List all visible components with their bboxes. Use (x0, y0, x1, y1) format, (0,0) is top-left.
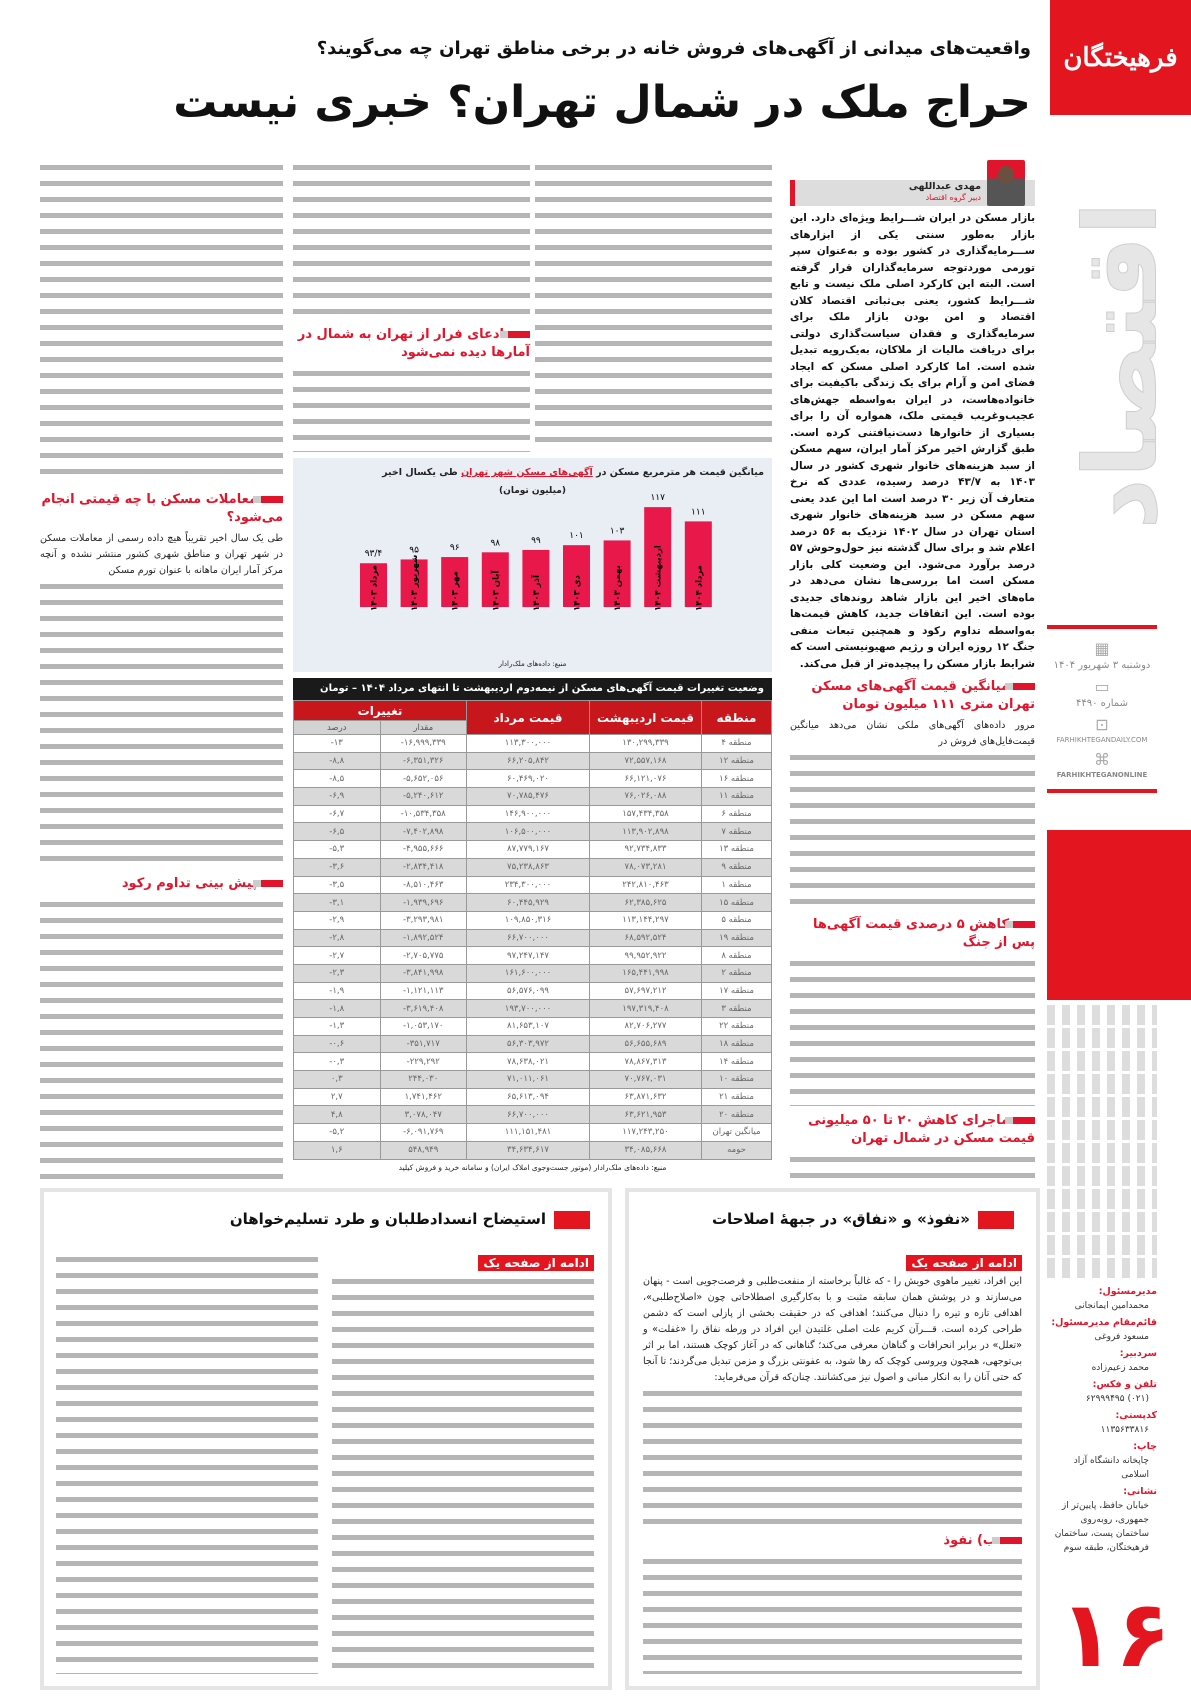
body-text-lines (40, 160, 283, 485)
bar-value-label: ۹۶ (449, 543, 460, 554)
staff-label: سردبیر: (1119, 1348, 1157, 1359)
bar-value-label: ۱۱۱ (691, 507, 706, 518)
newspaper-logo (1050, 0, 1191, 115)
cell-region: منطقه ۲۱ (702, 1088, 772, 1106)
issue-info (1047, 625, 1157, 793)
table-row (294, 788, 772, 806)
table-row (294, 1124, 772, 1142)
cell-region: منطقه ۳ (702, 1000, 772, 1018)
header-mordad: قیمت مرداد (467, 701, 590, 735)
staff-value: چاپخانه دانشگاه آزاد اسلامی (1073, 1456, 1149, 1480)
subhead-text: ادعای فرار از تهران به شمال در آمارها دیده نمی‌شود (297, 327, 530, 360)
bar-value-label: ۱۱۷ (650, 493, 665, 504)
cell-percent: -۶,۵ (294, 823, 381, 841)
category-label: مرداد ۱۴۰۳ (369, 565, 380, 611)
website-icon: ⊡ (1095, 715, 1109, 734)
table-row (294, 894, 772, 912)
table-row (294, 1071, 772, 1089)
cell-amount: ۵۴۸,۹۴۹ (380, 1141, 467, 1159)
cell-ordibehesht: ۶۳,۸۷۱,۶۳۲ (590, 1088, 702, 1106)
title-marker (978, 1211, 1014, 1229)
section-label (1050, 120, 1191, 610)
cell-mordad: ۶۰,۴۴۵,۹۲۹ (467, 894, 590, 912)
subhead-avg-price (790, 678, 1035, 714)
cell-region: منطقه ۱۴ (702, 1053, 772, 1071)
header-region: منطقه (702, 701, 772, 735)
category-label: مهر ۱۴۰۳ (450, 571, 461, 611)
cell-ordibehesht: ۷۲,۵۵۷,۱۶۸ (590, 752, 702, 770)
cell-percent: ۱,۶ (294, 1141, 381, 1159)
author-name: مهدی عبداللهی (908, 181, 981, 192)
cell-percent: -۵,۳ (294, 841, 381, 859)
category-label: آبان ۱۴۰۳ (491, 570, 502, 611)
cell-ordibehesht: ۱۱۷,۲۴۳,۲۵۰ (590, 1124, 702, 1142)
box-title-text: استیضاح انسدادطلبان و طرد تسلیم‌خواهان (229, 1210, 546, 1228)
header-ordibehesht: قیمت اردیبهشت (590, 701, 702, 735)
table-row (294, 1000, 772, 1018)
author-photo (987, 160, 1025, 206)
body-text-lines (643, 1554, 1022, 1674)
table-row (294, 876, 772, 894)
cell-ordibehesht: ۱۱۳,۹۰۲,۸۹۸ (590, 823, 702, 841)
body-text-lines (790, 956, 1035, 1106)
cell-amount: -۳,۲۹۳,۹۸۱ (380, 911, 467, 929)
cell-amount: -۶,۳۵۱,۳۲۶ (380, 752, 467, 770)
cell-amount: -۱۰,۵۳۴,۳۵۸ (380, 805, 467, 823)
cell-percent: -۲,۳ (294, 964, 381, 982)
cell-amount: -۲,۷۰۵,۷۷۵ (380, 947, 467, 965)
cell-percent: -۰,۶ (294, 1035, 381, 1053)
cell-ordibehesht: ۶۸,۵۹۲,۵۲۴ (590, 929, 702, 947)
subhead-text: ب) نفوذ (943, 1533, 996, 1548)
cell-percent: -۲,۹ (294, 911, 381, 929)
cell-amount: ۳,۰۷۸,۰۴۷ (380, 1106, 467, 1124)
cell-region: حومه (702, 1141, 772, 1159)
social-handle[interactable]: FARHIKHTEGANONLINE (1056, 771, 1148, 779)
article-lead: بازار مسکن در ایران شـــرایط ویژه‌ای دارد. این بازار به‌طور سنتی یکی از ابزارهای ســـرمایه‌گذاری در کشور بوده و به‌عنوان سپر تورمی موردتوجه سرمایه‌گذاران قرار گرفته است. البته این کارکرد اصلی ملک نیست و تابع شـــرایط کشور، یعنی بی‌ثباتی اقتصاد کلان اقتصاد و امن بودن بازار ملک برای سرمایه‌گذاری و فقدان سیاست‌گذاری دولتی برای دریافت مالیات از ملاکان، به‌یک‌رویه تبدیل شده است. اما کارکرد اصلی مسکن که ایجاد فضای امن و آرام برای یک زندگی باکیفیت برای خانواده‌هاست، در ایران به‌واسطه جهش‌های عجیب‌وغریب قیمتی ملک، همواره آن را برای بسیاری از خانوارها دست‌نیافتنی کرده است. طبق گزارش اخیر مرکز آمار ایران، سهم مسکن از سبد هزینه‌های خانوار شهری کشور در سال ۱۴۰۳ به ۴۳/۷ درصد رسیده، عددی که نرخ متعارف آن زیر ۳۰ درصد است اما این عدد یعنی سهم مسکن در سبد هزینه‌های خانوار شهری استان تهران در سال ۱۴۰۲ نزدیک به ۵۶ درصد اعلام شد و برای سال گذشته نیز حول‌وحوش ۵۷ درصد برآورد می‌شود. این وضعیت کلی بازار مسکن است اما بررسی‌ها نشان می‌دهد در ماه‌های اخیر این بازار شاهد روندهای جدیدی بوده است. این اتفاقات جدید، کاهش قیمت‌ها به‌واسطه تداوم رکود و همچنین تبعات منفی جنگ ۱۲ روزه ایران و رژیم صهیونیستی است که شرایط بازار مسکن را پیچیده‌تر از قبل می‌کند. (790, 212, 1035, 670)
cell-percent: -۸,۵ (294, 770, 381, 788)
subhead-north-drop (790, 1112, 1035, 1148)
table-row (294, 982, 772, 1000)
cell-ordibehesht: ۲۴۲,۸۱۰,۴۶۳ (590, 876, 702, 894)
subhead-transactions (40, 491, 283, 527)
cell-percent: ۲,۷ (294, 1088, 381, 1106)
decorative-red-block (1047, 830, 1191, 1000)
subhead-nofooz (643, 1532, 1022, 1550)
continued-label: ادامه از صفحه یک (478, 1255, 594, 1271)
staff-label: نشانی: (1123, 1486, 1157, 1497)
bar-value-label: ۱۰۱ (569, 531, 584, 542)
cell-ordibehesht: ۱۵۷,۴۳۴,۳۵۸ (590, 805, 702, 823)
cell-amount: -۷,۴۰۲,۸۹۸ (380, 823, 467, 841)
cell-amount: -۱,۱۲۱,۱۱۳ (380, 982, 467, 1000)
cell-region: منطقه ۲۲ (702, 1018, 772, 1036)
cell-mordad: ۶۶,۷۰۰,۰۰۰ (467, 1106, 590, 1124)
cell-percent: -۱,۸ (294, 1000, 381, 1018)
staff-value: محمدامین ایمانجانی (1074, 1301, 1149, 1311)
bar-value-label: ۹۸ (490, 538, 501, 549)
bar-value-label: ۹۵ (409, 545, 419, 556)
subhead-text: کاهش ۵ درصدی قیمت آگهی‌ها پس از جنگ (813, 917, 1035, 950)
cell-percent: -۵,۲ (294, 1124, 381, 1142)
cell-mordad: ۷۱,۰۱۱,۰۶۱ (467, 1071, 590, 1089)
cell-region: منطقه ۱۱ (702, 788, 772, 806)
cell-mordad: ۵۶,۳۰۳,۹۷۲ (467, 1035, 590, 1053)
cell-region: منطقه ۶ (702, 805, 772, 823)
cell-amount: -۳,۸۴۱,۹۹۸ (380, 964, 467, 982)
cell-region: منطقه ۲۰ (702, 1106, 772, 1124)
subhead-marker (1013, 1117, 1035, 1124)
body-text-lines (293, 366, 530, 452)
cell-region: میانگین تهران (702, 1124, 772, 1142)
issue-number-icon: ▭ (1094, 677, 1110, 696)
subhead-text: ماجرای کاهش ۲۰ تا ۵۰ میلیونی قیمت مسکن در شمال تهران (808, 1113, 1035, 1146)
logo-text: فرهیختگان (1063, 42, 1178, 73)
cell-ordibehesht: ۸۲,۷۰۶,۲۷۷ (590, 1018, 702, 1036)
table-row (294, 770, 772, 788)
body-text-lines (293, 160, 530, 320)
cell-ordibehesht: ۷۰,۷۶۷,۰۳۱ (590, 1071, 702, 1089)
title-marker (554, 1211, 590, 1229)
table-row (294, 1088, 772, 1106)
staff-value: خیابان حافظ، پایین‌تر از جمهوری، روبه‌روی ساختمان پست، ساختمان فرهیختگان، طبقه سوم (1054, 1501, 1149, 1553)
table-row (294, 1035, 772, 1053)
table-row (294, 1053, 772, 1071)
cell-ordibehesht: ۹۲,۷۳۴,۸۳۳ (590, 841, 702, 859)
cell-region: منطقه ۱۸ (702, 1035, 772, 1053)
cell-region: منطقه ۹ (702, 858, 772, 876)
cell-region: منطقه ۷ (702, 823, 772, 841)
subhead-marker (261, 880, 283, 887)
staff-label: چاپ: (1133, 1441, 1157, 1452)
header-amount: مقدار (380, 721, 467, 735)
subhead-text: معاملات مسکن با چه قیمتی انجام می‌شود؟ (41, 492, 283, 525)
staff-label: قائم‌مقام مدیرمسئول: (1051, 1317, 1157, 1328)
cell-percent: -۶,۷ (294, 805, 381, 823)
cell-amount: -۶,۰۹۱,۷۶۹ (380, 1124, 467, 1142)
cell-percent: -۳,۵ (294, 876, 381, 894)
article-column-2 (535, 160, 772, 452)
article-column-4 (40, 160, 283, 1180)
category-label: شهریور ۱۴۰۳ (410, 554, 421, 611)
subhead-post-war (790, 916, 1035, 952)
bar-chart (293, 458, 772, 672)
cell-percent: -۱۳ (294, 735, 381, 753)
article-column-1 (790, 210, 1035, 1180)
cell-mordad: ۱۶۱,۶۰۰,۰۰۰ (467, 964, 590, 982)
data-table (293, 700, 772, 1160)
bar-value-label: ۹۳/۴ (364, 549, 383, 560)
cell-mordad: ۷۵,۲۳۸,۸۶۳ (467, 858, 590, 876)
cell-region: منطقه ۱ (702, 876, 772, 894)
cell-mordad: ۷۸,۶۳۸,۰۲۱ (467, 1053, 590, 1071)
divider (1047, 625, 1157, 629)
cell-mordad: ۸۱,۶۵۳,۱۰۷ (467, 1018, 590, 1036)
cell-amount: -۴,۹۵۵,۶۶۶ (380, 841, 467, 859)
article-box-nofooz (625, 1188, 1040, 1690)
chart-title-prefix: میانگین قیمت هر مترمربع مسکن در (596, 467, 764, 478)
cell-mordad: ۱۰۶,۵۰۰,۰۰۰ (467, 823, 590, 841)
author-box (790, 160, 1035, 206)
cell-ordibehesht: ۳۴,۰۸۵,۶۶۸ (590, 1141, 702, 1159)
chart-title-highlight: آگهی‌های مسکن شهر تهران (461, 467, 593, 478)
chart-source: منبع: داده‌های ملک‌رادار (498, 660, 567, 668)
issue-number: شماره ۴۴۹۰ (1076, 698, 1128, 709)
cell-mordad: ۷۰,۷۸۵,۴۷۶ (467, 788, 590, 806)
staff-label: کدپستی: (1115, 1410, 1157, 1421)
cell-mordad: ۵۶,۵۷۶,۰۹۹ (467, 982, 590, 1000)
subhead-marker (1013, 921, 1035, 928)
header-change: تغییرات (294, 701, 467, 721)
cell-amount: -۲,۸۳۴,۴۱۸ (380, 858, 467, 876)
cell-region: منطقه ۵ (702, 911, 772, 929)
article-headline: حراج ملک در شمال تهران؟ خبری نیست (173, 77, 1031, 128)
cell-mordad: ۱۰۹,۸۵۰,۳۱۶ (467, 911, 590, 929)
staff-value: مسعود فروغی (1094, 1332, 1149, 1342)
divider (1047, 789, 1157, 793)
cell-amount: -۳,۶۱۹,۴۰۸ (380, 1000, 467, 1018)
table-row (294, 911, 772, 929)
cell-ordibehesht: ۱۳۰,۲۹۹,۳۳۹ (590, 735, 702, 753)
cell-percent: ۰,۳ (294, 1071, 381, 1089)
body-text: طی یک سال اخیر تقریباً هیچ داده رسمی از معاملات مسکن در شهر تهران و مناطق شهری کشور منتشر نشده و آنچه مرکز آمار ایران ماهانه با عنوان تورم مسکن (40, 533, 283, 576)
cell-ordibehesht: ۱۱۳,۱۴۴,۲۹۷ (590, 911, 702, 929)
body-text-lines (643, 1386, 1022, 1526)
price-change-table (293, 678, 772, 1172)
staff-label: مدیرمسئول: (1098, 1286, 1157, 1297)
table-row (294, 1018, 772, 1036)
body-text-lines (332, 1274, 594, 1674)
website-link[interactable]: FARHIKHTEGANDAILY.COM (1056, 736, 1148, 744)
cell-percent: -۳,۶ (294, 858, 381, 876)
cell-ordibehesht: ۱۶۵,۴۴۱,۹۹۸ (590, 964, 702, 982)
cell-ordibehesht: ۵۷,۶۹۷,۲۱۲ (590, 982, 702, 1000)
table-row (294, 805, 772, 823)
cell-mordad: ۲۳۴,۳۰۰,۰۰۰ (467, 876, 590, 894)
cell-amount: -۸,۵۱۰,۴۶۳ (380, 876, 467, 894)
cell-region: منطقه ۱۵ (702, 894, 772, 912)
cell-amount: -۳۵۱,۷۱۷ (380, 1035, 467, 1053)
bar-value-label: ۱۰۳ (609, 526, 625, 537)
table-row (294, 964, 772, 982)
cell-region: منطقه ۱۹ (702, 929, 772, 947)
cell-mordad: ۸۷,۷۷۹,۱۶۷ (467, 841, 590, 859)
cell-region: منطقه ۴ (702, 735, 772, 753)
category-label: دی ۱۴۰۳ (572, 575, 583, 611)
subhead-marker (261, 496, 283, 503)
body-text-lines (40, 897, 283, 1180)
subhead-marker (1000, 1537, 1022, 1544)
cell-region: منطقه ۸ (702, 947, 772, 965)
cell-mordad: ۹۷,۲۴۷,۱۴۷ (467, 947, 590, 965)
cell-mordad: ۶۰,۴۶۹,۰۲۰ (467, 770, 590, 788)
continued-label: ادامه از صفحه یک (906, 1255, 1022, 1271)
category-label: مرداد ۱۴۰۴ (694, 565, 705, 611)
cell-mordad: ۱۱۱,۱۵۱,۴۸۱ (467, 1124, 590, 1142)
cell-mordad: ۶۶,۷۰۰,۰۰۰ (467, 929, 590, 947)
chart-unit: (میلیون تومان) (499, 486, 566, 496)
author-role: دبیر گروه اقتصاد (925, 193, 981, 202)
table-row (294, 1106, 772, 1124)
cell-percent: -۳,۱ (294, 894, 381, 912)
cell-percent: -۱,۹ (294, 982, 381, 1000)
cell-ordibehesht: ۶۲,۳۸۵,۶۲۵ (590, 894, 702, 912)
cell-amount: -۵,۲۴۰,۶۱۲ (380, 788, 467, 806)
section-name: اقتصاد (1062, 201, 1180, 529)
cell-region: منطقه ۱۲ (702, 752, 772, 770)
cell-percent: -۲,۷ (294, 947, 381, 965)
cell-ordibehesht: ۶۶,۱۲۱,۰۷۶ (590, 770, 702, 788)
cell-ordibehesht: ۵۶,۶۵۵,۶۸۹ (590, 1035, 702, 1053)
table-row (294, 929, 772, 947)
cell-ordibehesht: ۹۹,۹۵۲,۹۲۲ (590, 947, 702, 965)
box-title-text: «نفوذ» و «نفاق» در جبههٔ اصلاحات (711, 1210, 970, 1228)
body-text-lines (790, 1152, 1035, 1180)
staff-box (1045, 1285, 1157, 1558)
body-text-lines (790, 750, 1035, 910)
body-text: این افراد، تغییر ماهوی خویش را - که غالباً برخاسته از منفعت‌طلبی و فرصت‌جویی است - پنهان می‌سازند و در پوشش همان سابقه مثبت و با به‌کارگیری اصطلاحاتی چون «اصلاح‌طلبی»، اهدافی تازه و تیره را دنبال می‌کنند؛ اهدافی که در حقیقت بخشی از پازلی است که دشمن طراحی کرده است. قـــرآن کریم علت اصلی غلتیدن این افراد در ورطه نفاق را «غفلت» و «تعلل» در برابر انحرافات و گناهان معرفی می‌کند؛ گناهانی که در آغاز کوچک هستند، اما بر اثر بی‌توجهی، همچون ویروسی کوچک که رها شود، به عفونتی بزرگ و مزمن تبدیل می‌گردند؛ تا آنجا که حتی آنان را به انکار مبانی و اصول نیز می‌کشانند. چنان‌که قرآن می‌فرماید: (643, 1276, 1022, 1383)
cell-mordad: ۱۴۶,۹۰۰,۰۰۰ (467, 805, 590, 823)
cell-amount: -۱,۹۳۹,۶۹۶ (380, 894, 467, 912)
cell-region: منطقه ۱۰ (702, 1071, 772, 1089)
staff-value: محمد زعیم‌زاده (1091, 1363, 1149, 1373)
cell-amount: -۲۲۹,۲۹۲ (380, 1053, 467, 1071)
cell-amount: -۱,۰۵۳,۱۷۰ (380, 1018, 467, 1036)
cell-ordibehesht: ۷۸,۸۶۷,۳۱۳ (590, 1053, 702, 1071)
staff-label: تلفن و فکس: (1092, 1379, 1157, 1390)
cell-ordibehesht: ۶۳,۶۲۱,۹۵۳ (590, 1106, 702, 1124)
table-row (294, 947, 772, 965)
category-label: اردیبهشت ۱۴۰۴ (653, 545, 664, 611)
table-row (294, 1141, 772, 1159)
table-source: منبع: داده‌های ملک‌رادار (موتور جست‌وجوی املاک ایران) و سامانه خرید و فروش کیلید (398, 1162, 667, 1172)
cell-percent: -۶,۹ (294, 788, 381, 806)
subhead-marker (508, 331, 530, 338)
article-box-estizah (40, 1188, 612, 1690)
subhead-text: میانگین قیمت آگهی‌های مسکن تهران متری ۱۱۱ میلیون تومان (811, 679, 1035, 712)
header-percent: درصد (294, 721, 381, 735)
article-column-3 (293, 160, 530, 452)
cell-region: منطقه ۲ (702, 964, 772, 982)
table-title: وضعیت تغییرات قیمت آگهی‌های مسکن از نیمه‌دوم اردیبهشت تا انتهای مرداد ۱۴۰۴ – تومان (293, 678, 772, 700)
cell-mordad: ۳۴,۶۳۴,۶۱۷ (467, 1141, 590, 1159)
cell-percent: -۱,۳ (294, 1018, 381, 1036)
body-text-lines (56, 1252, 318, 1674)
table-row (294, 735, 772, 753)
body-text: مرور داده‌های آگهی‌های ملکی نشان می‌دهد میانگین قیمت‌فایل‌های فروش در (790, 720, 1035, 747)
cell-amount: -۵,۶۵۲,۰۵۶ (380, 770, 467, 788)
social-icon: ⌘ (1094, 750, 1110, 769)
subhead-text: پیش بینی تداوم رکود (121, 876, 257, 891)
page-number: ۱۶ (1058, 1581, 1172, 1688)
body-text-lines (40, 579, 283, 869)
table-row (294, 823, 772, 841)
cell-region: منطقه ۱۷ (702, 982, 772, 1000)
cell-ordibehesht: ۷۸,۰۷۳,۲۸۱ (590, 858, 702, 876)
cell-percent: -۸,۸ (294, 752, 381, 770)
category-label: بهمن ۱۴۰۳ (613, 565, 624, 611)
bar-value-label: ۹۹ (531, 535, 541, 546)
cell-mordad: ۱۱۳,۳۰۰,۰۰۰ (467, 735, 590, 753)
cell-amount: ۲۴۴,۰۳۰ (380, 1071, 467, 1089)
cell-percent: ۴,۸ (294, 1106, 381, 1124)
box-title (643, 1210, 1014, 1229)
subhead-migration (293, 326, 530, 362)
staff-value: (۰۲۱) ۶۲۹۹۹۴۹۵ (1085, 1394, 1149, 1404)
chart-title-suffix: طی یکسال اخیر (382, 467, 458, 478)
table-row (294, 752, 772, 770)
category-label: آذر ۱۴۰۳ (531, 575, 542, 611)
subhead-marker (1013, 683, 1035, 690)
chart-plot (293, 458, 772, 672)
cell-amount: ۱,۷۴۱,۴۶۲ (380, 1088, 467, 1106)
issue-date: دوشنبه ۳ شهریور ۱۴۰۴ (1053, 660, 1151, 671)
cell-mordad: ۱۹۳,۷۰۰,۰۰۰ (467, 1000, 590, 1018)
cell-amount: -۱,۸۹۲,۵۲۴ (380, 929, 467, 947)
article-kicker: واقعیت‌های میدانی از آگهی‌های فروش خانه در برخی مناطق تهران چه می‌گویند؟ (316, 38, 1031, 59)
cell-percent: -۰,۳ (294, 1053, 381, 1071)
cell-ordibehesht: ۷۶,۰۲۶,۰۸۸ (590, 788, 702, 806)
table-row (294, 841, 772, 859)
subhead-forecast (40, 875, 283, 893)
table-row (294, 858, 772, 876)
cell-region: منطقه ۱۳ (702, 841, 772, 859)
decorative-bar-pattern (1047, 1005, 1157, 1280)
cell-percent: -۲,۸ (294, 929, 381, 947)
cell-mordad: ۶۵,۶۱۳,۰۹۴ (467, 1088, 590, 1106)
calendar-icon: ▦ (1094, 639, 1110, 658)
staff-value: ۱۱۳۵۶۳۳۸۱۶ (1100, 1425, 1149, 1435)
cell-region: منطقه ۱۶ (702, 770, 772, 788)
cell-mordad: ۶۶,۲۰۵,۸۴۲ (467, 752, 590, 770)
cell-amount: -۱۶,۹۹۹,۳۳۹ (380, 735, 467, 753)
box-title (58, 1210, 590, 1229)
cell-ordibehesht: ۱۹۷,۳۱۹,۴۰۸ (590, 1000, 702, 1018)
